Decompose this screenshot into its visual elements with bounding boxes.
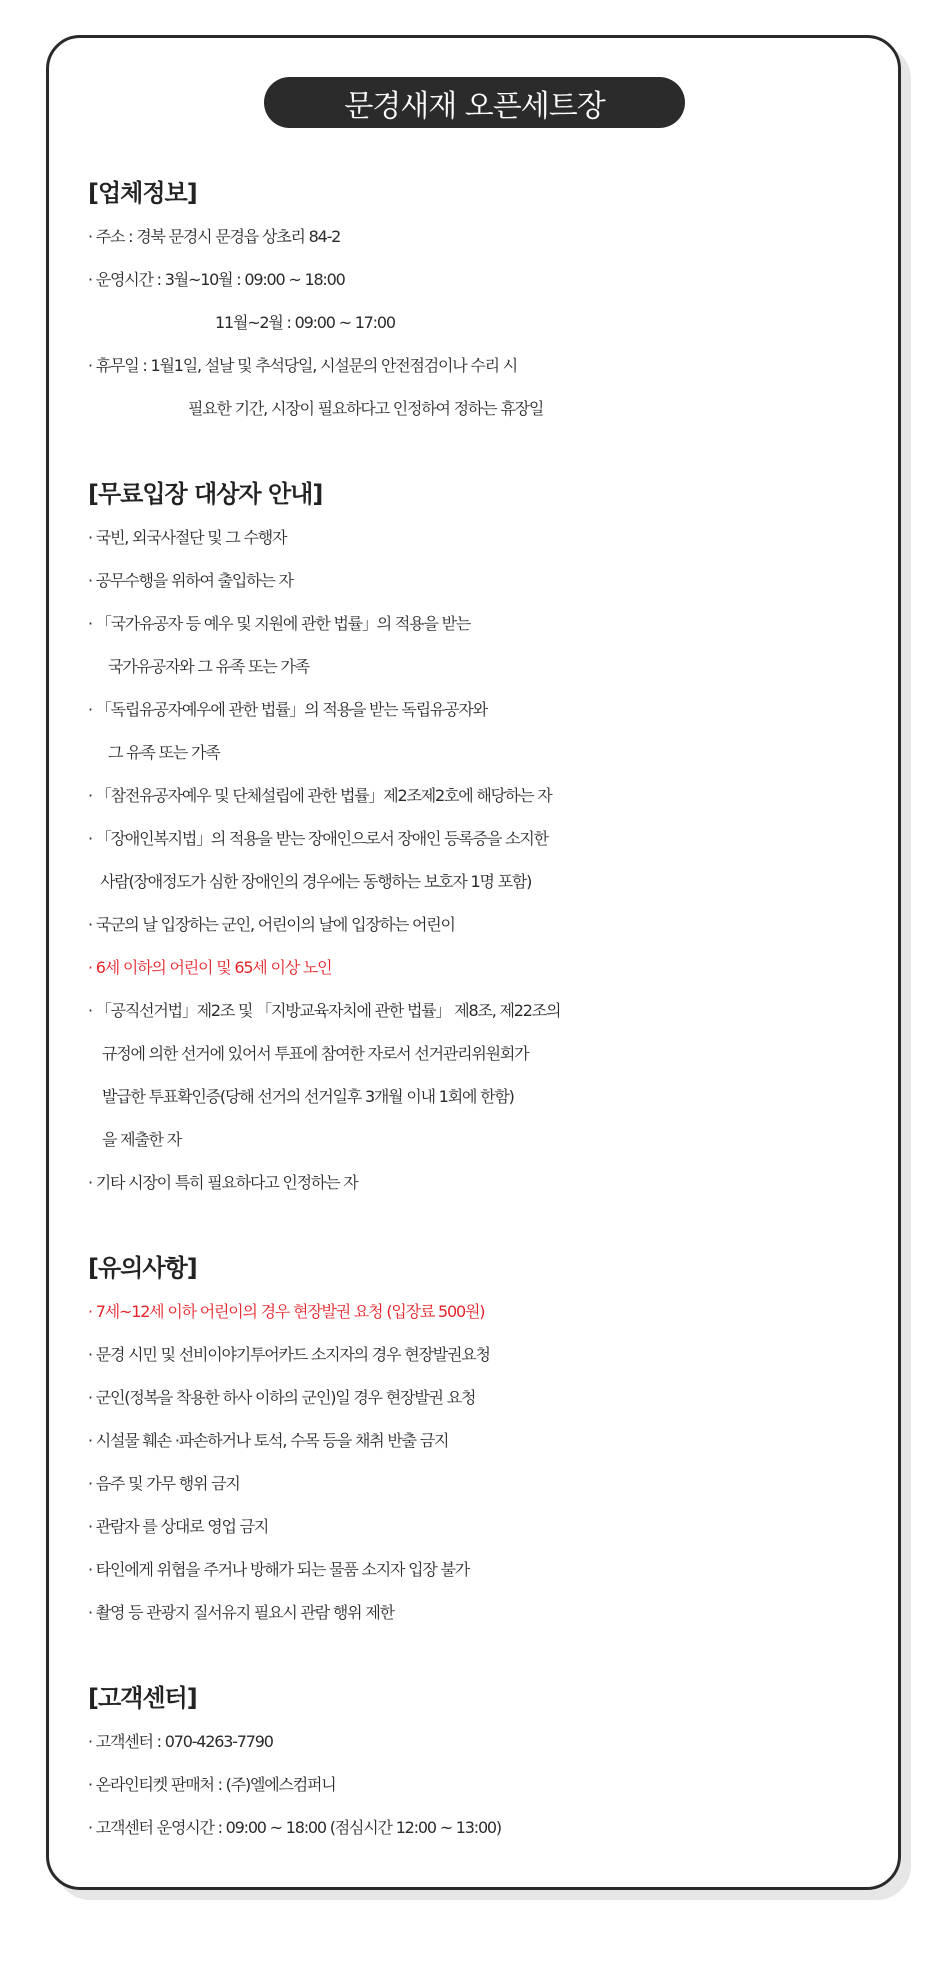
- info-line: · 국군의 날 입장하는 군인, 어린이의 날에 입장하는 어린이: [88, 915, 455, 934]
- info-line: · 「장애인복지법」의 적용을 받는 장애인으로서 장애인 등록증을 소지한: [88, 829, 548, 848]
- info-line: 필요한 기간, 시장이 필요하다고 인정하여 정하는 휴장일: [188, 399, 544, 418]
- info-line: · 운영시간 : 3월~10월 : 09:00 ~ 18:00: [88, 270, 345, 289]
- highlight-line: · 7세~12세 이하 어린이의 경우 현장발권 요청 (입장료 500원): [88, 1302, 485, 1321]
- info-line: 그 유족 또는 가족: [108, 743, 220, 762]
- section: [88, 172, 868, 430]
- section-heading: [유의사항]: [88, 1254, 197, 1282]
- info-content: [88, 172, 868, 1892]
- info-line: · 타인에게 위협을 주거나 방해가 되는 물품 소지자 입장 불가: [88, 1560, 470, 1579]
- highlight-line: · 6세 이하의 어린이 및 65세 이상 노인: [88, 958, 332, 977]
- info-line: · 국빈, 외국사절단 및 그 수행자: [88, 528, 287, 547]
- info-line: 을 제출한 자: [102, 1130, 182, 1149]
- section-heading: [업체정보]: [88, 179, 197, 207]
- section: [88, 1247, 868, 1634]
- info-line: · 문경 시민 및 선비이야기투어카드 소지자의 경우 현장발권요청: [88, 1345, 490, 1364]
- info-line: · 시설물 훼손 ·파손하거나 토석, 수목 등을 채취 반출 금지: [88, 1431, 449, 1450]
- page-title: 문경새재 오픈세트장: [264, 77, 685, 128]
- info-line: · 고객센터 : 070-4263-7790: [88, 1732, 273, 1751]
- info-line: 11월~2월 : 09:00 ~ 17:00: [215, 313, 395, 332]
- section: [88, 1677, 868, 1849]
- info-line: · 「공직선거법」제2조 및 「지방교육자치에 관한 법률」 제8조, 제22조의: [88, 1001, 561, 1020]
- section: [88, 473, 868, 1204]
- info-line: · 「참전유공자예우 및 단체설립에 관한 법률」제2조제2호에 해당하는 자: [88, 786, 552, 805]
- info-line: · 관람자 를 상대로 영업 금지: [88, 1517, 269, 1536]
- info-line: 사람(장애정도가 심한 장애인의 경우에는 동행하는 보호자 1명 포함): [100, 872, 532, 891]
- info-line: · 주소 : 경북 문경시 문경읍 상초리 84-2: [88, 227, 341, 246]
- info-line: · 촬영 등 관광지 질서유지 필요시 관람 행위 제한: [88, 1603, 394, 1622]
- info-line: · 온라인티켓 판매처 : (주)엘에스컴퍼니: [88, 1775, 336, 1794]
- info-line: · 공무수행을 위하여 출입하는 자: [88, 571, 293, 590]
- info-line: · 「독립유공자예우에 관한 법률」의 적용을 받는 독립유공자와: [88, 700, 487, 719]
- info-line: 규정에 의한 선거에 있어서 투표에 참여한 자로서 선거관리위원회가: [102, 1044, 529, 1063]
- info-line: · 음주 및 가무 행위 금지: [88, 1474, 240, 1493]
- info-line: · 고객센터 운영시간 : 09:00 ~ 18:00 (점심시간 12:00 ~ 13:00): [88, 1818, 501, 1837]
- info-line: · 「국가유공자 등 예우 및 지원에 관한 법률」의 적용을 받는: [88, 614, 471, 633]
- info-line: · 기타 시장이 특히 필요하다고 인정하는 자: [88, 1173, 358, 1192]
- info-line: · 휴무일 : 1월1일, 설날 및 추석당일, 시설문의 안전점검이나 수리 시: [88, 356, 518, 375]
- info-line: · 군인(정복을 착용한 하사 이하의 군인)일 경우 현장발권 요청: [88, 1388, 476, 1407]
- section-heading: [무료입장 대상자 안내]: [88, 480, 323, 508]
- info-line: 국가유공자와 그 유족 또는 가족: [108, 657, 309, 676]
- section-heading: [고객센터]: [88, 1684, 197, 1712]
- info-line: 발급한 투표확인증(당해 선거의 선거일후 3개월 이내 1회에 한함): [102, 1087, 514, 1106]
